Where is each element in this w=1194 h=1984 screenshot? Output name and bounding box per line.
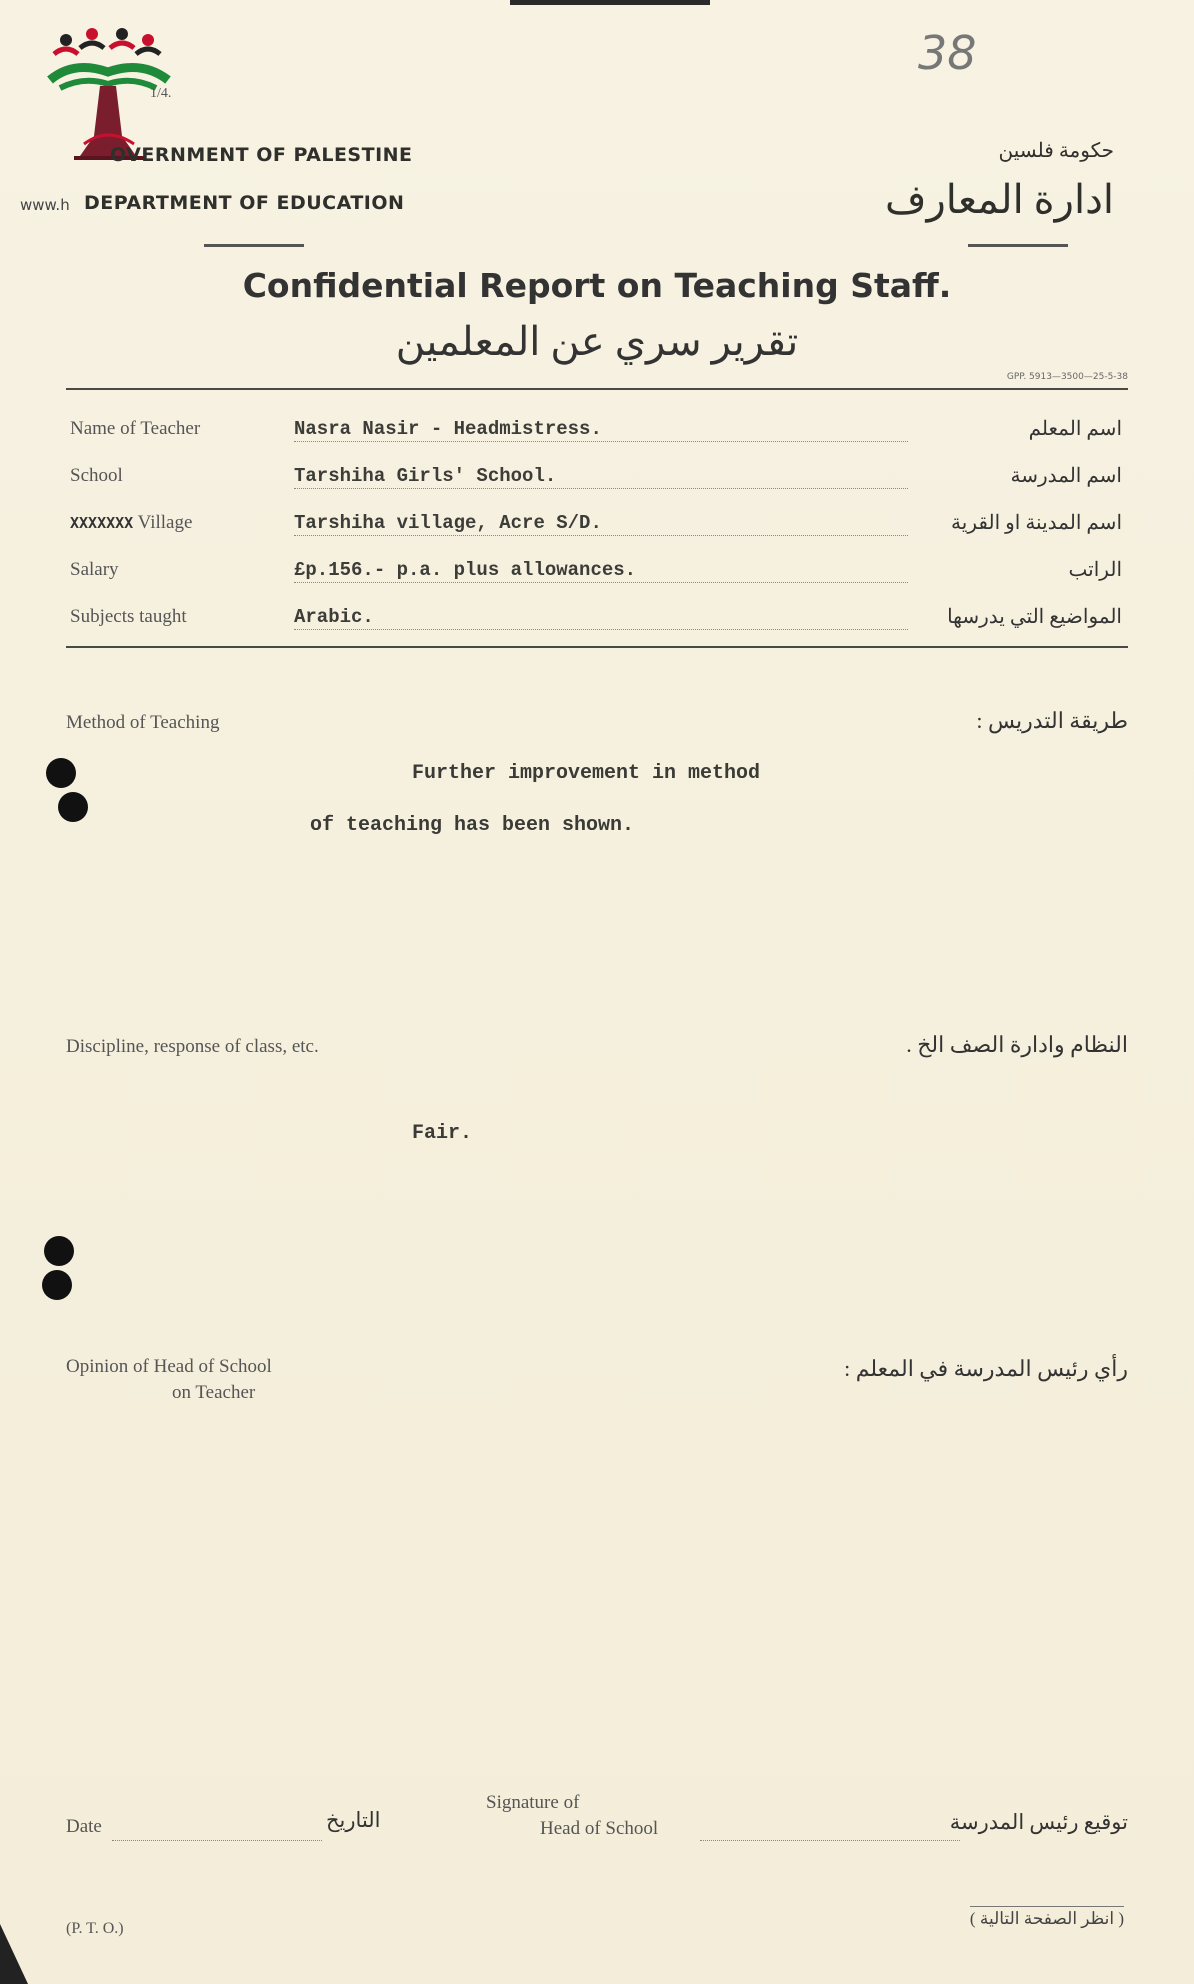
field-value: Tarshiha village, Acre S/D.: [294, 512, 602, 534]
date-dotted-line: [112, 1840, 322, 1841]
field-label-en: XXXXXXX Village: [70, 512, 193, 533]
page-number: 38: [918, 26, 977, 80]
table-rule-bottom: [66, 646, 1128, 648]
signature-label-ar: توقيع رئيس المدرسة: [949, 1810, 1128, 1834]
field-value: Nasra Nasir - Headmistress.: [294, 418, 602, 440]
punch-hole: [42, 1270, 72, 1300]
field-value: Tarshiha Girls' School.: [294, 465, 557, 487]
print-code: GPP. 5913—3500—25-5-38: [1006, 372, 1128, 382]
field-row-school: [66, 459, 1128, 495]
field-label-en: Salary: [70, 559, 119, 580]
pto-en: (P. T. O.): [66, 1920, 124, 1937]
heading-divider-left: [204, 244, 304, 247]
method-label-en: Method of Teaching: [66, 712, 220, 733]
field-value: £p.156.- p.a. plus allowances.: [294, 559, 637, 581]
heading-divider-right: [968, 244, 1068, 247]
report-title-en: Confidential Report on Teaching Staff.: [242, 266, 952, 305]
field-label-ar: اسم المدرسة: [1010, 465, 1122, 487]
field-row-village: [66, 506, 1128, 542]
punch-hole: [44, 1236, 74, 1266]
discipline-label-ar: النظام وادارة الصف الخ .: [906, 1032, 1128, 1057]
watermark-url: www.h: [20, 196, 70, 214]
field-dotted-line: [294, 582, 908, 583]
field-row-teacher: [66, 412, 1128, 448]
top-binding-mark: [510, 0, 710, 5]
method-text-line-2: of teaching has been shown.: [310, 814, 635, 837]
field-dotted-line: [294, 629, 908, 630]
punch-hole: [46, 758, 76, 788]
signature-label-en-2: Head of School: [540, 1818, 659, 1839]
field-row-salary: [66, 553, 1128, 589]
method-text-line-1: Further improvement in method: [412, 762, 761, 785]
field-label-en: Subjects taught: [70, 606, 187, 627]
field-row-subjects: [66, 600, 1128, 636]
field-dotted-line: [294, 441, 908, 442]
field-label-ar: الراتب: [1068, 559, 1122, 581]
signature-dotted-line: [700, 1840, 960, 1841]
field-label-ar: اسم المدينة او القرية: [951, 512, 1122, 534]
field-label-ar: اسم المعلم: [1028, 418, 1122, 440]
field-dotted-line: [294, 488, 908, 489]
opinion-label-en-1: Opinion of Head of School: [66, 1356, 272, 1377]
field-label-en: School: [70, 465, 123, 486]
field-dotted-line: [294, 535, 908, 536]
field-label-ar: المواضيع التي يدرسها: [947, 606, 1122, 628]
discipline-value: Fair.: [412, 1122, 473, 1145]
date-label-ar: التاريخ: [326, 1808, 381, 1832]
pto-ar: ( انظر الصفحة التالية ): [970, 1906, 1124, 1929]
field-label-en: Name of Teacher: [70, 418, 201, 439]
department-heading-ar: ادارة المعارف: [884, 177, 1114, 222]
method-label-ar: طريقة التدريس :: [976, 708, 1128, 733]
department-heading-en: DEPARTMENT OF EDUCATION: [84, 192, 405, 214]
opinion-label-en-2: on Teacher: [172, 1382, 256, 1403]
government-heading-ar: حكومة فلسين: [998, 140, 1114, 162]
struck-out-label: XXXXXXX: [70, 514, 134, 532]
page-corner-mark: [0, 1924, 28, 1984]
report-title-ar: تقرير سري عن المعلمين: [395, 319, 799, 364]
date-label-en: Date: [66, 1816, 102, 1837]
discipline-label-en: Discipline, response of class, etc.: [66, 1036, 319, 1057]
table-rule-top: [66, 388, 1128, 390]
government-heading-en: OVERNMENT OF PALESTINE: [110, 144, 413, 166]
form-number: 1/4.: [150, 86, 172, 101]
field-value: Arabic.: [294, 606, 374, 628]
signature-label-en-1: Signature of: [486, 1792, 580, 1813]
punch-hole: [58, 792, 88, 822]
opinion-label-ar: رأي رئيس المدرسة في المعلم :: [844, 1356, 1128, 1381]
